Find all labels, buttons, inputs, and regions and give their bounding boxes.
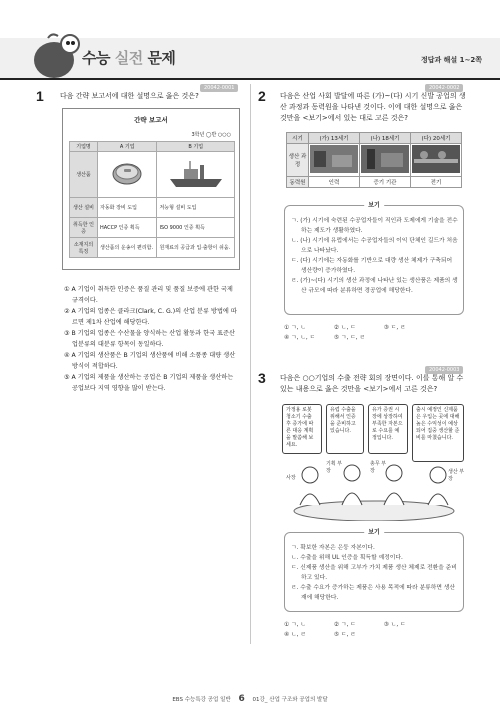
- choice[interactable]: ⑤ ㄱ, ㄷ, ㄹ: [333, 335, 366, 341]
- speech-bubble: 유럽 수출을 위해서 인증을 준비하고 있습니다.: [326, 404, 364, 454]
- role-label: 총무 부장: [370, 461, 387, 474]
- page-number: 6: [238, 694, 245, 704]
- col-header: A 기업: [98, 142, 157, 152]
- canned-food-icon: [110, 157, 144, 191]
- choice[interactable]: ① ㄱ, ㄴ: [284, 622, 306, 628]
- q3-stem: 다음은 ○○기업의 수출 전략 회의 장면이다. 이를 통해 알 수 있는 내용으로 옳은 것만을 <보기>에서 고른 것은?: [280, 374, 464, 393]
- cell: 증기 기관: [360, 177, 411, 188]
- cell: 자동화 장비 도입: [98, 198, 157, 218]
- q1-code: 20042-0001: [200, 84, 238, 92]
- row-label: 생산 과정: [287, 144, 309, 177]
- bogi-item: ㄱ. (가) 시기에 숙련된 수공업자들이 직인과 도제에게 기술을 전수하는 제도가 생활하였다.: [291, 218, 458, 234]
- choice[interactable]: ② ㄱ, ㄷ: [333, 622, 356, 628]
- page-footer: [0, 694, 500, 704]
- bogi-item: ㄹ. (가)~(다) 시기의 생산 과정에 나타난 있는 생산품은 제품의 생산 규모에 따라 분류하면 경공업에 해당한다.: [291, 278, 458, 294]
- col-header: (나) 18세기: [360, 133, 411, 144]
- speech-bubble: 유가 증권 시장에 상장하여 부족한 자본으로 수요를 예정입니다.: [368, 404, 408, 454]
- cell: 전기: [411, 177, 462, 188]
- report-author: 3학년 ◯반 ○○○: [191, 132, 231, 138]
- q2-stem: 다음은 산업 사회 발달에 따른 (가)~(다) 시기 신발 공업의 생산 과정과 동력원을 나타낸 것이다. 이에 대한 설명으로 옳은 것만을 <보기>에서 있는 대로 고른 것은?: [280, 92, 466, 122]
- choice[interactable]: ② ㄴ, ㄷ: [333, 325, 356, 331]
- bogi-item: ㄷ. (다) 시기에는 자동화를 기반으로 대량 생산 체제가 구축되어 생산량이 증가하였다.: [291, 258, 453, 274]
- q1-options: [64, 284, 240, 394]
- bogi-item: ㄱ. 확보한 자본은 은둥 자본이다.: [291, 545, 375, 551]
- bogi-label: 보기: [364, 200, 384, 209]
- title-part1: 수능: [82, 49, 110, 67]
- col-header: 기업명: [70, 142, 98, 152]
- bogi-item: ㄹ. 수출 수요가 증가하는 제품은 사용 목적에 따라 분류하면 생산재에 해당한다.: [291, 585, 456, 601]
- option[interactable]: ④ A 기업의 생산품은 B 기업의 생산품에 비해 소품종 대량 생산 방식이 적합하다.: [64, 352, 236, 370]
- q1-number: 1: [36, 88, 44, 104]
- role-label: 사장: [286, 475, 296, 481]
- logo-mascot-icon: [32, 30, 86, 84]
- row-label: 생산품: [70, 152, 98, 198]
- speech-bubble: 출시 예정인 신제품은 우입는 곳에 대해 높은 수익성이 예상되어 집중 생산할 준비를 마쳤습니다.: [412, 404, 464, 462]
- report-title: 간략 보고서: [134, 116, 168, 124]
- q3-number: 3: [258, 370, 266, 386]
- column-divider: [250, 84, 251, 644]
- option[interactable]: ② A 기업의 업종은 클라크(Clark, C. G.)의 산업 분류 방법에 따르면 제1차 산업에 해당한다.: [64, 308, 237, 326]
- q2-choices: [284, 323, 464, 343]
- option[interactable]: ⑤ A 기업의 제품을 생산하는 공업은 B 기업의 제품을 생산하는 공업보다 지역 영향을 많이 받는다.: [64, 374, 234, 392]
- footer-chapter: 01강_ 산업 구조와 공업의 발달: [252, 697, 328, 703]
- col-header: B 기업: [157, 142, 235, 152]
- q3-code: 20042-0003: [425, 366, 463, 374]
- report-box: [62, 108, 240, 270]
- q3-choices: [284, 620, 464, 640]
- col-header: 시기: [287, 133, 309, 144]
- choice[interactable]: ① ㄱ, ㄴ: [284, 325, 306, 331]
- cell: 생산품의 운송이 편리함.: [98, 238, 157, 258]
- cell: 인력: [309, 177, 360, 188]
- title-part2: 실전: [114, 49, 143, 67]
- q3-bogi-box: [284, 529, 464, 612]
- title-part3: 문제: [147, 49, 176, 67]
- answer-reference: 정답과 해설 1~2쪽: [420, 56, 482, 64]
- q2-bogi-box: [284, 202, 464, 315]
- q1-stem: 다음 간략 보고서에 대한 설명으로 옳은 것은?: [60, 92, 199, 100]
- q2-code: 20042-0002: [425, 84, 463, 92]
- col-header: (다) 20세기: [411, 133, 462, 144]
- page-title: [82, 47, 175, 68]
- factory-photo: [361, 145, 409, 173]
- choice[interactable]: ④ ㄴ, ㄹ: [284, 632, 306, 638]
- report-table: [69, 141, 235, 258]
- cell: 원재료의 공급과 입·출항이 쉬움.: [157, 238, 235, 258]
- role-label: 생산 부장: [448, 469, 465, 482]
- choice[interactable]: ③ ㄷ, ㄹ: [383, 325, 406, 331]
- role-label: 기획 부장: [326, 461, 343, 474]
- cell: ISO 9000 인증 획득: [157, 218, 235, 238]
- row-label: 취득한 인증: [70, 218, 98, 238]
- bogi-item: ㄴ. (나) 시기에 유럽에서는 수공업자들의 이익 단체인 길드가 처음으로 나타났다.: [291, 238, 458, 254]
- bogi-item: ㄴ. 수출을 위해 UL 인증을 획득할 예정이다.: [291, 555, 403, 561]
- workshop-photo: [310, 145, 358, 173]
- history-table: [286, 132, 462, 188]
- choice[interactable]: ④ ㄱ, ㄴ, ㄷ: [284, 335, 316, 341]
- choice[interactable]: ③ ㄴ, ㄷ: [383, 622, 406, 628]
- bogi-label: 보기: [364, 527, 384, 536]
- speech-bubble: 가정용 로봇 청소기 수출 후 증가에 따른 대응 계획을 말씀해 보세요.: [282, 404, 322, 454]
- q2-number: 2: [258, 88, 266, 104]
- row-label: 동력원: [287, 177, 309, 188]
- row-label: 소재지의 특징: [70, 238, 98, 258]
- assembly-line-photo: [412, 145, 460, 173]
- ship-icon: [166, 157, 226, 191]
- choice[interactable]: ⑤ ㄷ, ㄹ: [333, 632, 356, 638]
- row-label: 생산 설비: [70, 198, 98, 218]
- bogi-item: ㄷ. 신제품 생산을 위해 고부가 가치 제품 생산 체제로 전환을 준비하고 있다.: [291, 565, 457, 581]
- option[interactable]: ③ B 기업의 업종은 수산물을 양식하는 산업 활동과 한국 표준산업분류의 대분류 항목이 동일하다.: [64, 330, 235, 348]
- col-header: (가) 13세기: [309, 133, 360, 144]
- footer-book-title: EBS 수능특강 공업 일반: [172, 697, 231, 703]
- option[interactable]: ① A 기업이 취득한 인증은 품질 관리 및 품질 보증에 관한 국제 규격이다.: [64, 286, 233, 304]
- cell: HACCP 인증 획득: [98, 218, 157, 238]
- cell: 저능형 설비 도입: [157, 198, 235, 218]
